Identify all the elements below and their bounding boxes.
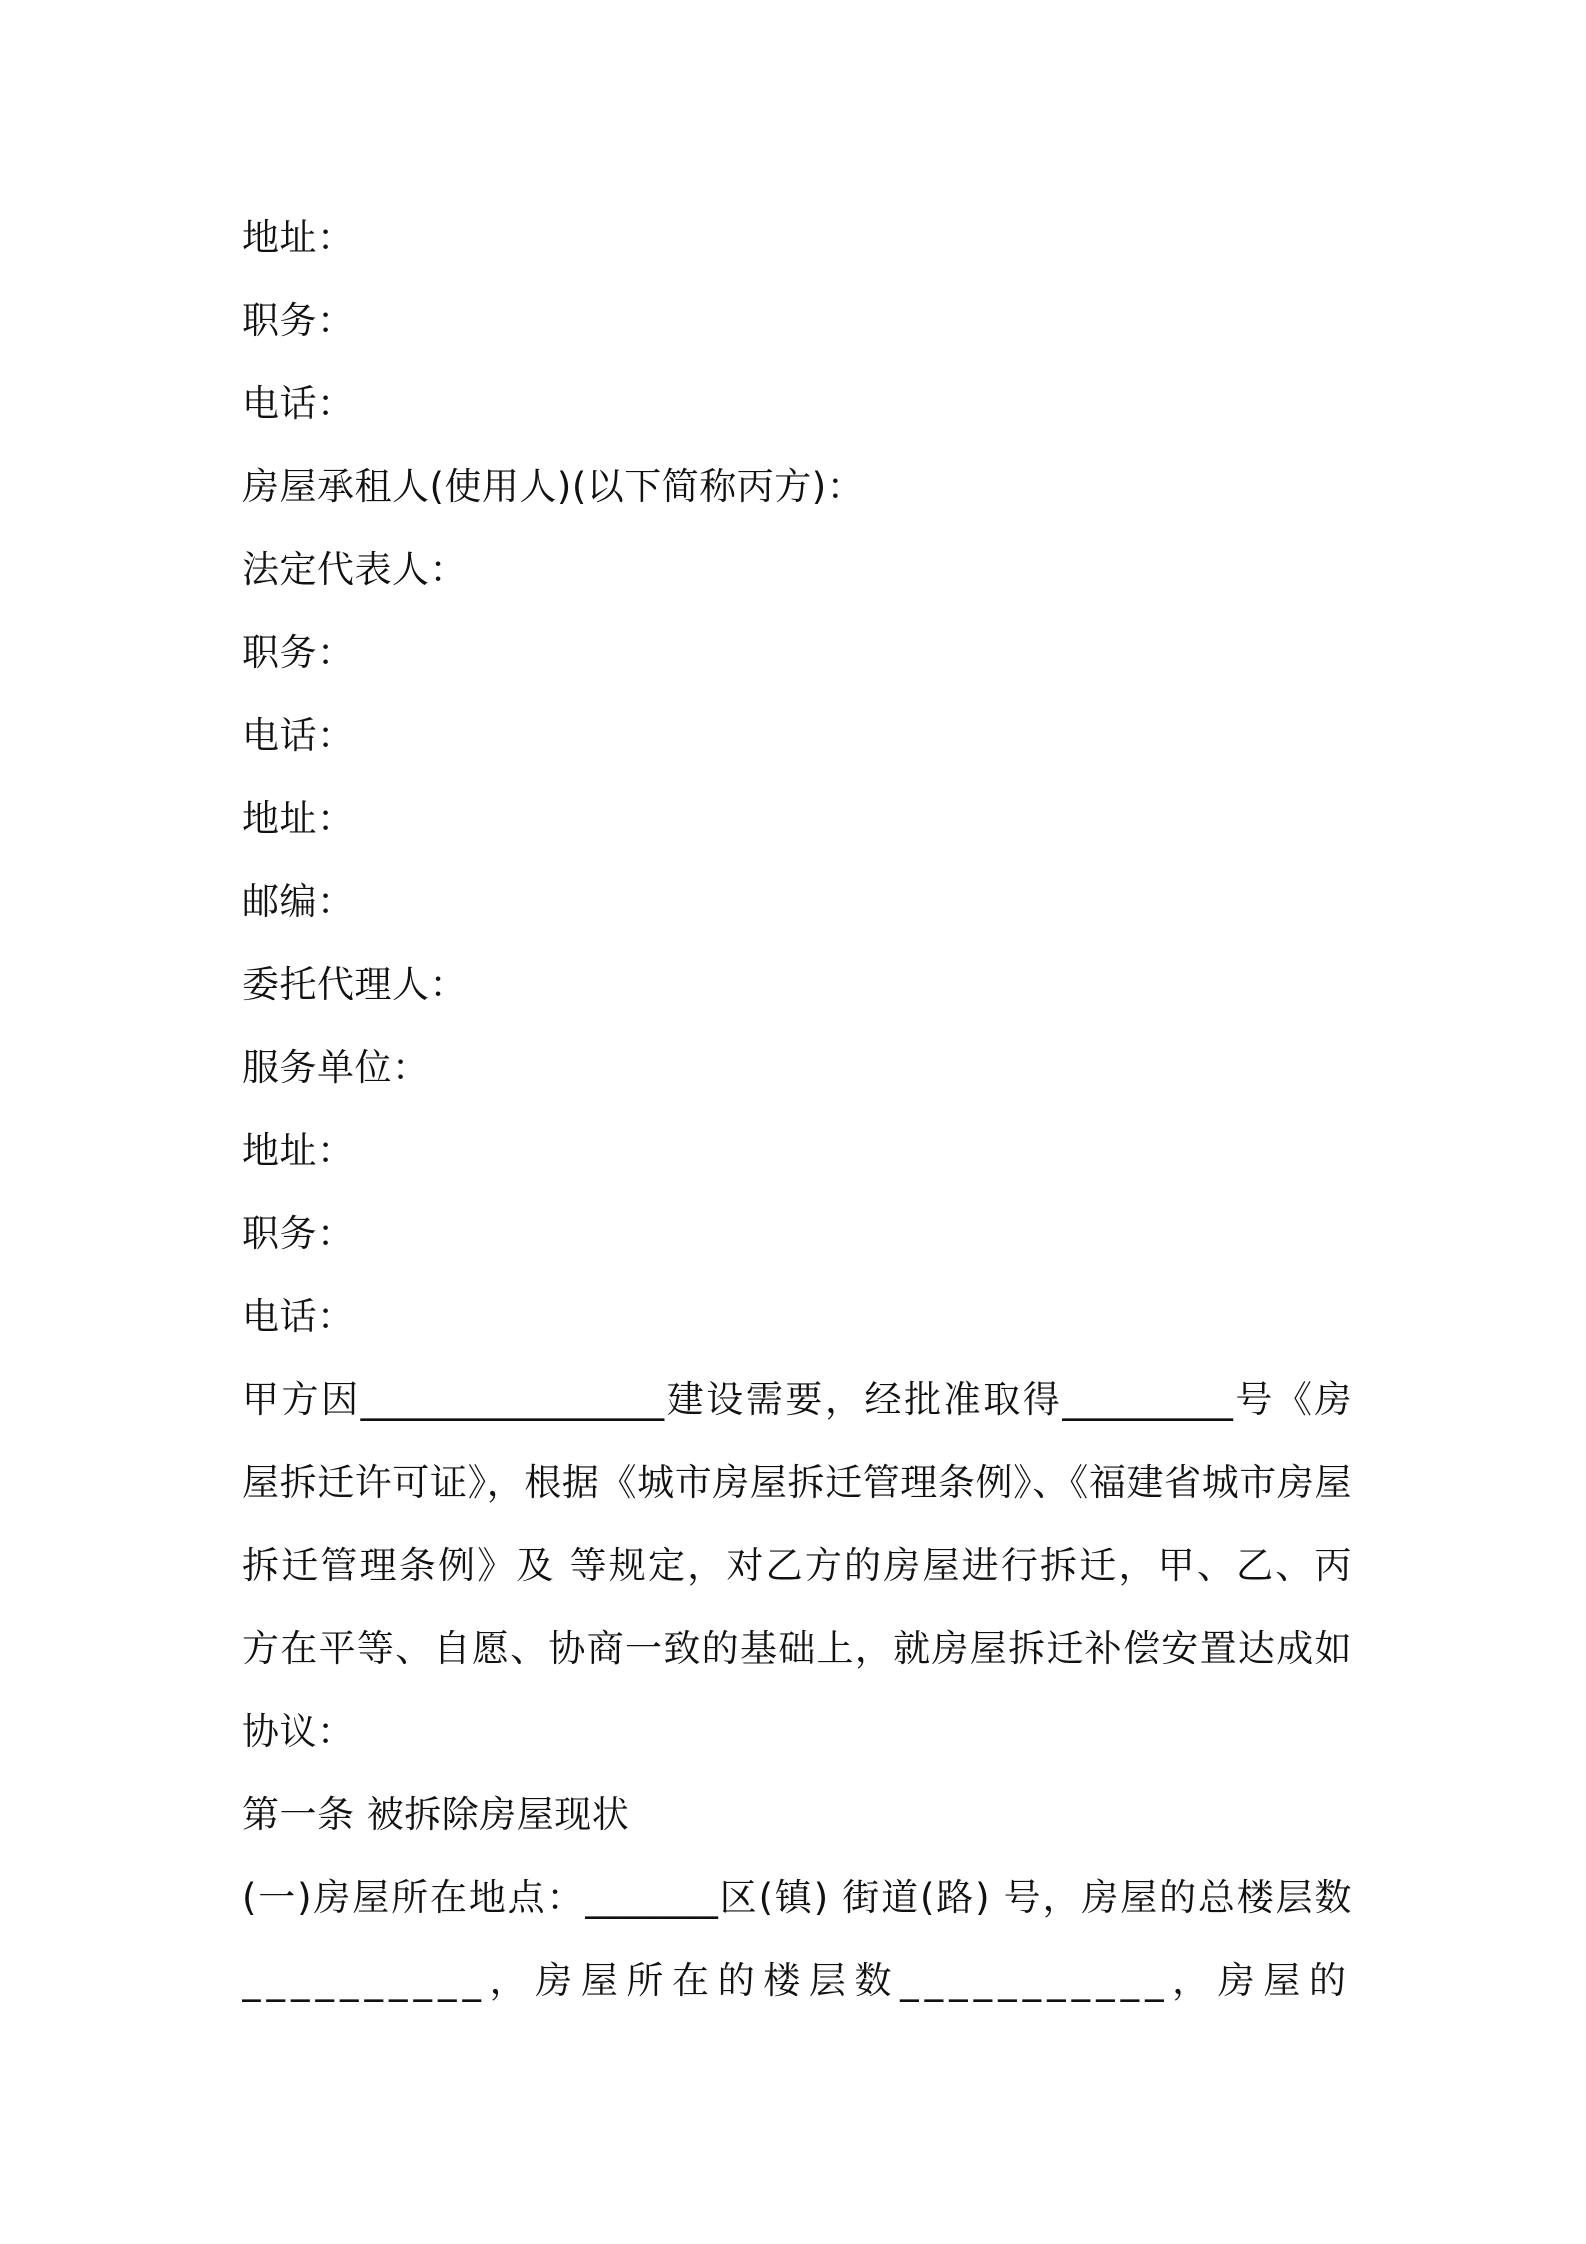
tenant-heading: 房屋承租人(使用人)(以下简称丙方)： <box>242 465 865 508</box>
house-floor-line: __________，房屋所在的楼层数___________，房屋的 <box>242 1959 1352 2002</box>
address-line: 地址： <box>242 216 355 259</box>
agent-line: 委托代理人： <box>242 963 467 1006</box>
employer-line: 服务单位： <box>242 1046 430 1089</box>
agreement-paragraph-line: 方在平等、自愿、协商一致的基础上，就房屋拆迁补偿安置达成如 <box>242 1627 1352 1670</box>
document-body <box>242 196 1352 2022</box>
phone-line: 电话： <box>242 714 355 757</box>
legal-representative-line: 法定代表人： <box>242 548 467 591</box>
house-location-line: (一)房屋所在地点：_______区(镇) 街道(路) 号，房屋的总楼层数 <box>242 1876 1352 1919</box>
position-line: 职务： <box>242 631 355 674</box>
agreement-paragraph-line: 甲方因________________建设需要，经批准取得_________号《房 <box>242 1378 1352 1421</box>
phone-line: 电话： <box>242 1295 355 1338</box>
agreement-paragraph-line: 协议： <box>242 1710 355 1753</box>
address-line: 地址： <box>242 1129 355 1172</box>
phone-line: 电话： <box>242 382 355 425</box>
agreement-paragraph-line: 拆迁管理条例》及 等规定，对乙方的房屋进行拆迁，甲、乙、丙 <box>242 1544 1352 1587</box>
article-heading: 第一条 被拆除房屋现状 <box>242 1793 630 1836</box>
agreement-paragraph-line: 屋拆迁许可证》，根据《城市房屋拆迁管理条例》、《福建省城市房屋 <box>242 1461 1352 1504</box>
position-line: 职务： <box>242 299 355 342</box>
postcode-line: 邮编： <box>242 880 355 923</box>
position-line: 职务： <box>242 1212 355 1255</box>
address-line: 地址： <box>242 797 355 840</box>
